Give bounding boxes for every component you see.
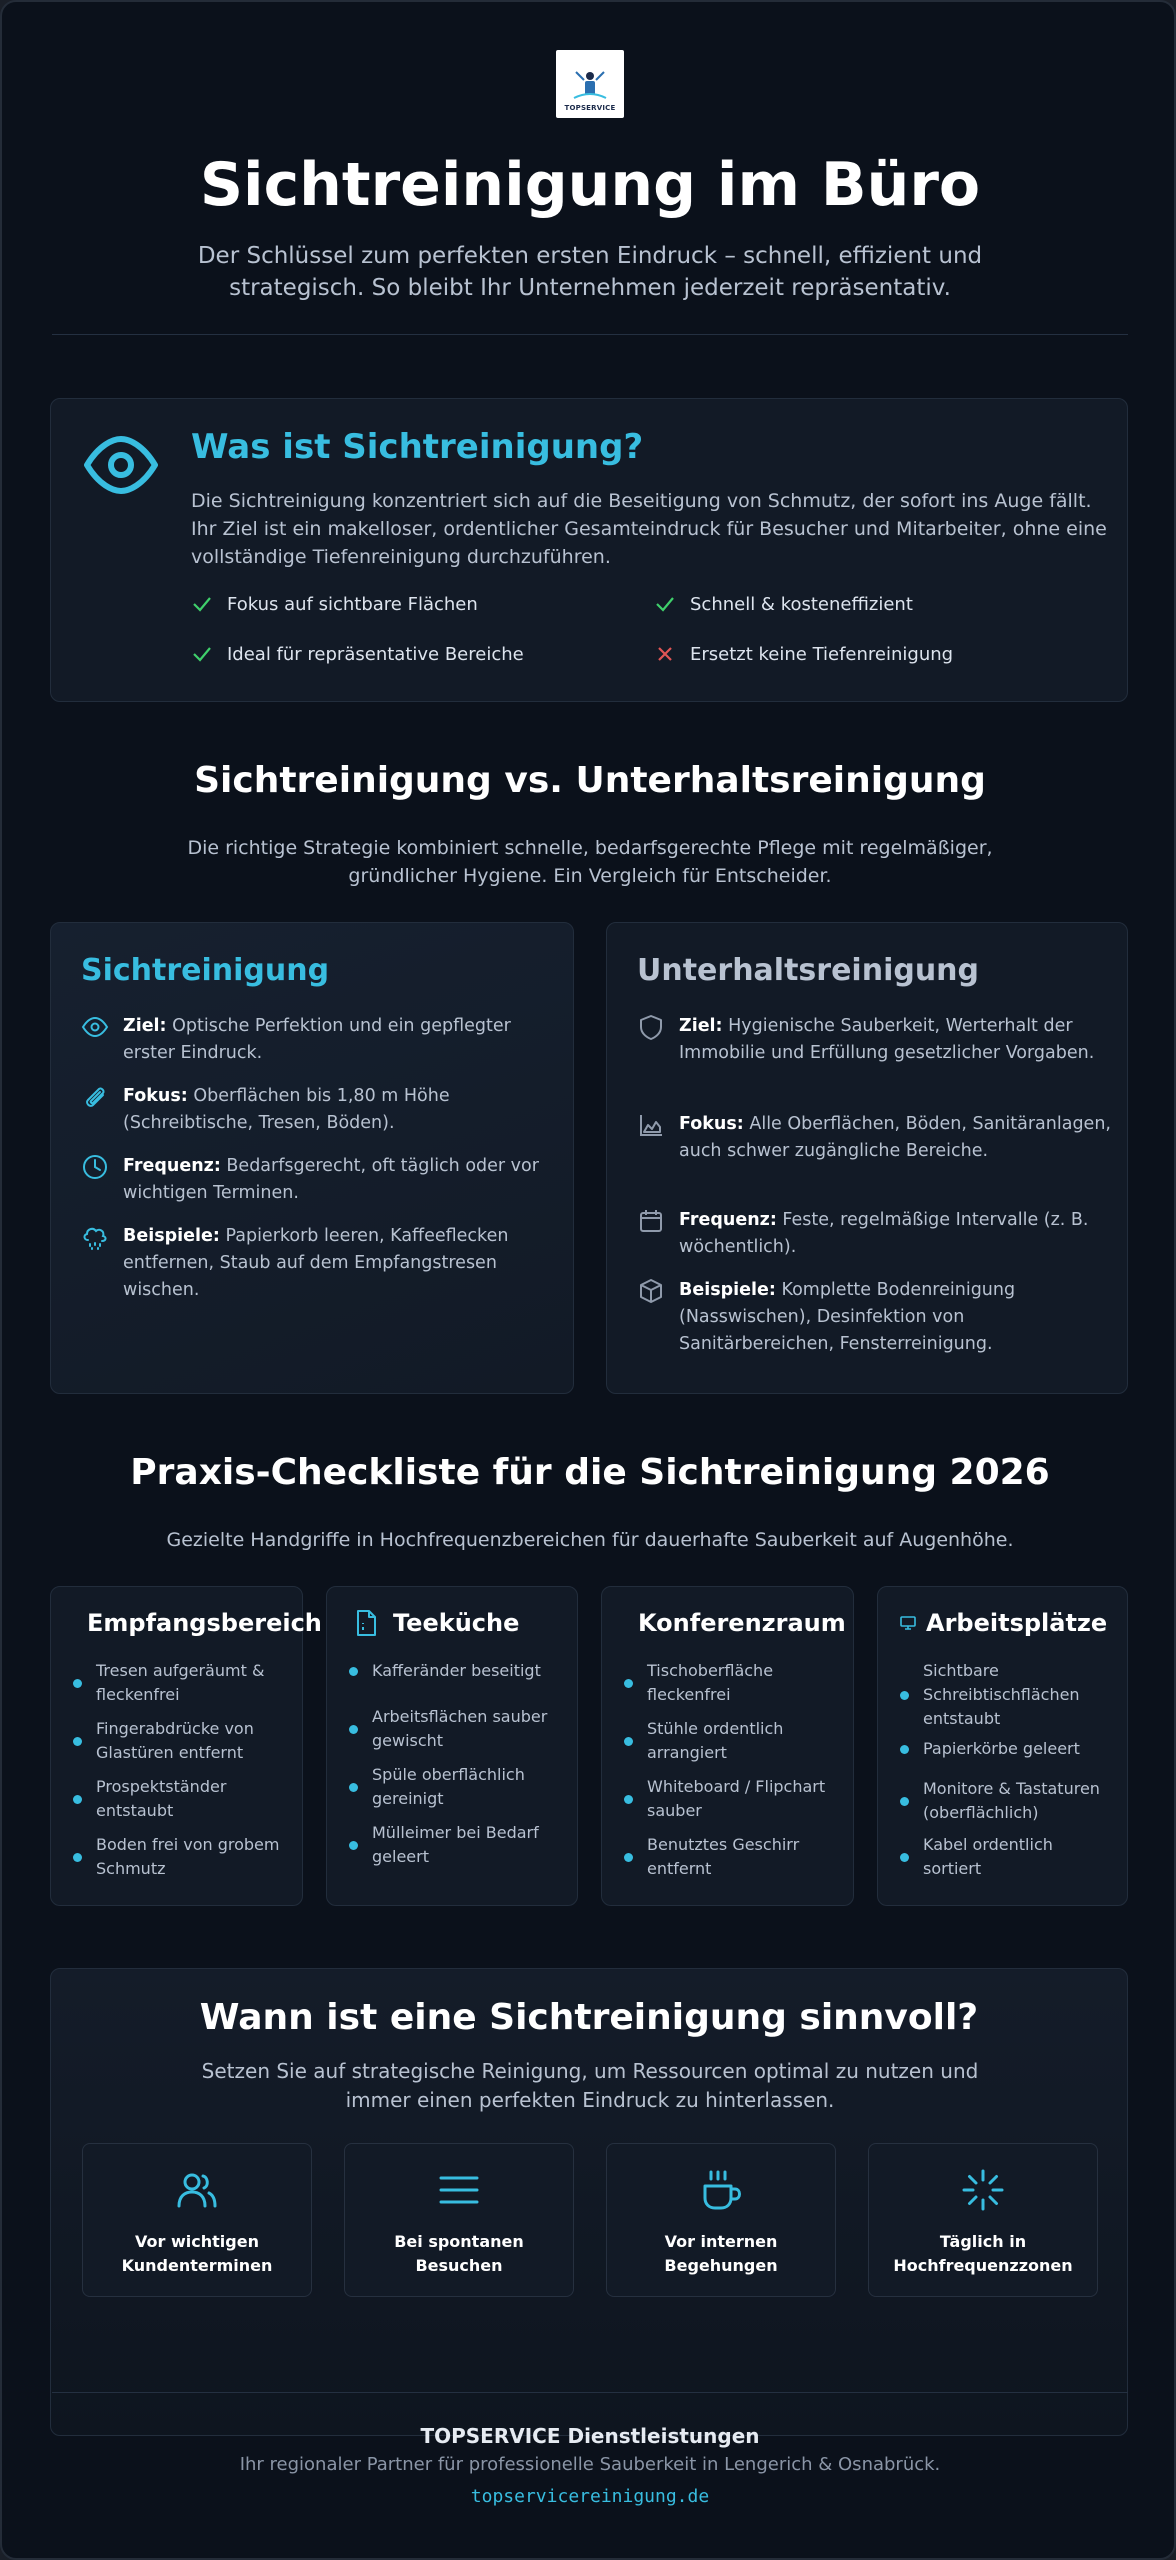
when-tile — [868, 2143, 1098, 2297]
company-logo — [556, 50, 624, 118]
row-key: Ziel: — [123, 1016, 167, 1036]
row-text: Komplette Bodenreinigung (Nasswischen), Desinfektion von Sanitärbereichen, Fensterreinigung. — [679, 1280, 1016, 1354]
row-key: Beispiele: — [679, 1280, 776, 1300]
unterhaltsreinigung-card — [606, 922, 1128, 1394]
checklist-card-konferenz — [601, 1586, 854, 1906]
checklist-item — [73, 1659, 283, 1707]
item-text: Kabel ordentlich sortiert — [923, 1835, 1053, 1878]
bullet-icon — [900, 1745, 909, 1754]
bullet-icon — [900, 1797, 909, 1806]
row-text: Hygienische Sauberkeit, Werterhalt der Immobilie und Erfüllung gesetzlicher Vorgaben. — [679, 1016, 1095, 1063]
feature-item — [654, 593, 913, 615]
comparison-row — [637, 1013, 1117, 1067]
checklist-item — [900, 1737, 1110, 1761]
feature-label: Ideal für repräsentative Bereiche — [227, 643, 524, 665]
item-text: Boden frei von grobem Schmutz — [96, 1835, 280, 1878]
bullet-icon — [73, 1795, 82, 1804]
item-text: Monitore & Tastaturen (oberflächlich) — [923, 1779, 1100, 1822]
monitor-icon — [900, 1616, 916, 1630]
comparison-title: Sichtreinigung vs. Unterhaltsreinigung — [194, 760, 986, 801]
feature-item — [654, 643, 953, 665]
comparison-row — [637, 1111, 1117, 1165]
checklist-card-teekueche — [326, 1586, 578, 1906]
card-title-text: Teeküche — [393, 1609, 520, 1637]
eye-icon — [81, 1013, 109, 1041]
check-icon — [191, 643, 213, 665]
comparison-row — [637, 1207, 1117, 1261]
loader-icon — [961, 2168, 1005, 2212]
box-icon — [637, 1277, 665, 1305]
comparison-row — [81, 1153, 561, 1207]
file-icon — [353, 1609, 379, 1637]
card-title — [327, 1609, 577, 1637]
shield-icon — [637, 1013, 665, 1041]
card-title: Sichtreinigung — [81, 953, 330, 988]
comparison-row — [637, 1277, 1117, 1358]
bullet-icon — [349, 1667, 358, 1676]
card-title-text: Arbeitsplätze — [926, 1609, 1108, 1637]
eye-icon — [83, 435, 159, 495]
checklist-item — [73, 1717, 283, 1765]
checklist-item — [349, 1659, 559, 1683]
item-text: Tischoberfläche fleckenfrei — [647, 1661, 774, 1704]
when-text: Setzen Sie auf strategische Reinigung, um Ressourcen optimal zu nutzen und immer einen perfekten Eindruck zu hinterlassen. — [201, 2059, 979, 2112]
when-tile — [606, 2143, 836, 2297]
item-text: Stühle ordentlich arrangiert — [647, 1719, 784, 1762]
checklist-item — [624, 1833, 834, 1881]
item-text: Prospektständer entstaubt — [96, 1777, 227, 1820]
checklist-item — [900, 1659, 1110, 1731]
divider — [52, 2392, 1128, 2393]
item-text: Kafferänder beseitigt — [372, 1661, 541, 1680]
checklist-item — [73, 1775, 283, 1823]
feature-label: Schnell & kosteneffizient — [690, 593, 913, 615]
coffee-icon — [699, 2168, 743, 2212]
item-text: Mülleimer bei Bedarf geleert — [372, 1823, 539, 1866]
users-icon — [175, 2168, 219, 2212]
checklist-item — [349, 1763, 559, 1811]
checklist-item — [624, 1659, 834, 1707]
bullet-icon — [349, 1783, 358, 1792]
row-key: Fokus: — [123, 1086, 188, 1106]
checklist-card-arbeitsplaetze — [877, 1586, 1128, 1906]
feature-item — [191, 643, 524, 665]
checklist-item — [349, 1821, 559, 1869]
row-key: Frequenz: — [123, 1156, 221, 1176]
check-icon — [191, 593, 213, 615]
bullet-icon — [73, 1853, 82, 1862]
tile-label: Vor internen Begehungen — [664, 2232, 778, 2275]
row-text: Feste, regelmäßige Intervalle (z. B. wöchentlich). — [679, 1210, 1089, 1257]
footer-website-link[interactable]: topservicereinigung.de — [470, 2486, 710, 2507]
bullet-icon — [73, 1737, 82, 1746]
bullet-icon — [349, 1841, 358, 1850]
card-title-text: Konferenzraum — [638, 1609, 846, 1637]
item-text: Spüle oberflächlich gereinigt — [372, 1765, 525, 1808]
checklist-item — [624, 1775, 834, 1823]
when-title: Wann ist eine Sichtreinigung sinnvoll? — [199, 1997, 979, 2038]
tile-label: Vor wichtigen Kundenterminen — [121, 2232, 273, 2275]
bullet-icon — [900, 1853, 909, 1862]
what-card — [50, 398, 1128, 702]
calendar-icon — [637, 1207, 665, 1235]
tile-label: Täglich in Hochfrequenzzonen — [893, 2232, 1073, 2275]
row-key: Frequenz: — [679, 1210, 777, 1230]
comparison-row — [81, 1223, 561, 1304]
row-key: Fokus: — [679, 1114, 744, 1134]
when-tile — [82, 2143, 312, 2297]
when-section — [50, 1968, 1128, 2436]
row-text: Oberflächen bis 1,80 m Höhe (Schreibtische, Tresen, Böden). — [123, 1086, 450, 1133]
checklist-item — [900, 1833, 1110, 1881]
paperclip-icon — [81, 1083, 109, 1111]
sichtreinigung-card — [50, 922, 574, 1394]
item-text: Papierkörbe geleert — [923, 1739, 1080, 1758]
footer-tagline: Ihr regionaler Partner für professionelle Sauberkeit in Lengerich & Osnabrück. — [239, 2454, 941, 2475]
page-title: Sichtreinigung im Büro — [199, 150, 981, 220]
area-chart-icon — [637, 1111, 665, 1139]
checklist-item — [900, 1777, 1110, 1825]
checklist-card-empfang — [50, 1586, 322, 1906]
footer-company: TOPSERVICE Dienstleistungen — [420, 2424, 760, 2448]
comparison-row — [81, 1013, 561, 1067]
row-key: Ziel: — [679, 1016, 723, 1036]
item-text: Fingerabdrücke von Glastüren entfernt — [96, 1719, 254, 1762]
card-title — [878, 1609, 1127, 1637]
checklist-item — [73, 1833, 283, 1881]
card-title-text: Empfangsbereich — [87, 1609, 322, 1637]
check-icon — [654, 593, 676, 615]
feature-label: Fokus auf sichtbare Flächen — [227, 593, 478, 615]
what-title: Was ist Sichtreinigung? — [191, 427, 644, 467]
when-tile — [344, 2143, 574, 2297]
bullet-icon — [900, 1691, 909, 1700]
row-text: Papierkorb leeren, Kaffeeflecken entfernen, Staub auf dem Empfangstresen wischen. — [123, 1226, 509, 1300]
comparison-lead: Die richtige Strategie kombiniert schnelle, bedarfsgerechte Pflege mit regelmäßiger, gründlicher Hygiene. Ein Vergleich für Entscheider. — [187, 837, 993, 887]
row-key: Beispiele: — [123, 1226, 220, 1246]
bullet-icon — [624, 1795, 633, 1804]
card-title — [602, 1609, 853, 1637]
divider — [52, 334, 1128, 335]
comparison-row — [81, 1083, 561, 1137]
cross-icon — [654, 643, 676, 665]
item-text: Arbeitsflächen sauber gewischt — [372, 1707, 548, 1750]
menu-icon — [437, 2168, 481, 2212]
bullet-icon — [624, 1737, 633, 1746]
item-text: Tresen aufgeräumt & fleckenfrei — [96, 1661, 265, 1704]
logo-text: TOPSERVICE — [564, 104, 616, 112]
item-text: Whiteboard / Flipchart sauber — [647, 1777, 826, 1820]
tile-label: Bei spontanen Besuchen — [394, 2232, 524, 2275]
bullet-icon — [624, 1853, 633, 1862]
checklist-item — [624, 1717, 834, 1765]
checklist-lead: Gezielte Handgriffe in Hochfrequenzbereichen für dauerhafte Sauberkeit auf Augenhöhe. — [166, 1529, 1014, 1551]
cloud-drizzle-icon — [81, 1223, 109, 1251]
page-subtitle: Der Schlüssel zum perfekten ersten Eindruck – schnell, effizient und strategisch. So bleibt Ihr Unternehmen jederzeit repräsentativ. — [197, 243, 983, 301]
bullet-icon — [73, 1679, 82, 1688]
row-text: Bedarfsgerecht, oft täglich oder vor wichtigen Terminen. — [123, 1156, 539, 1203]
bullet-icon — [349, 1725, 358, 1734]
row-text: Optische Perfektion und ein gepflegter erster Eindruck. — [123, 1016, 511, 1063]
checklist-item — [349, 1705, 559, 1753]
logo-figure-icon — [570, 64, 610, 104]
clock-icon — [81, 1153, 109, 1181]
card-title: Unterhaltsreinigung — [637, 953, 980, 988]
card-title — [51, 1609, 322, 1637]
item-text: Benutztes Geschirr entfernt — [647, 1835, 800, 1878]
item-text: Sichtbare Schreibtischflächen entstaubt — [923, 1661, 1080, 1728]
feature-item — [191, 593, 478, 615]
feature-label: Ersetzt keine Tiefenreinigung — [690, 643, 954, 665]
what-text: Die Sichtreinigung konzentriert sich auf die Beseitigung von Schmutz, der sofort ins Auge fällt. Ihr Ziel ist ein makelloser, ordentlicher Gesamteindruck für Besucher und Mitarbeiter, ohne eine vollständige Tiefenreinigung durchzuführen. — [191, 490, 1107, 568]
checklist-title: Praxis-Checkliste für die Sichtreinigung 2026 — [130, 1452, 1050, 1493]
bullet-icon — [624, 1679, 633, 1688]
row-text: Alle Oberflächen, Böden, Sanitäranlagen, auch schwer zugängliche Bereiche. — [679, 1114, 1111, 1161]
